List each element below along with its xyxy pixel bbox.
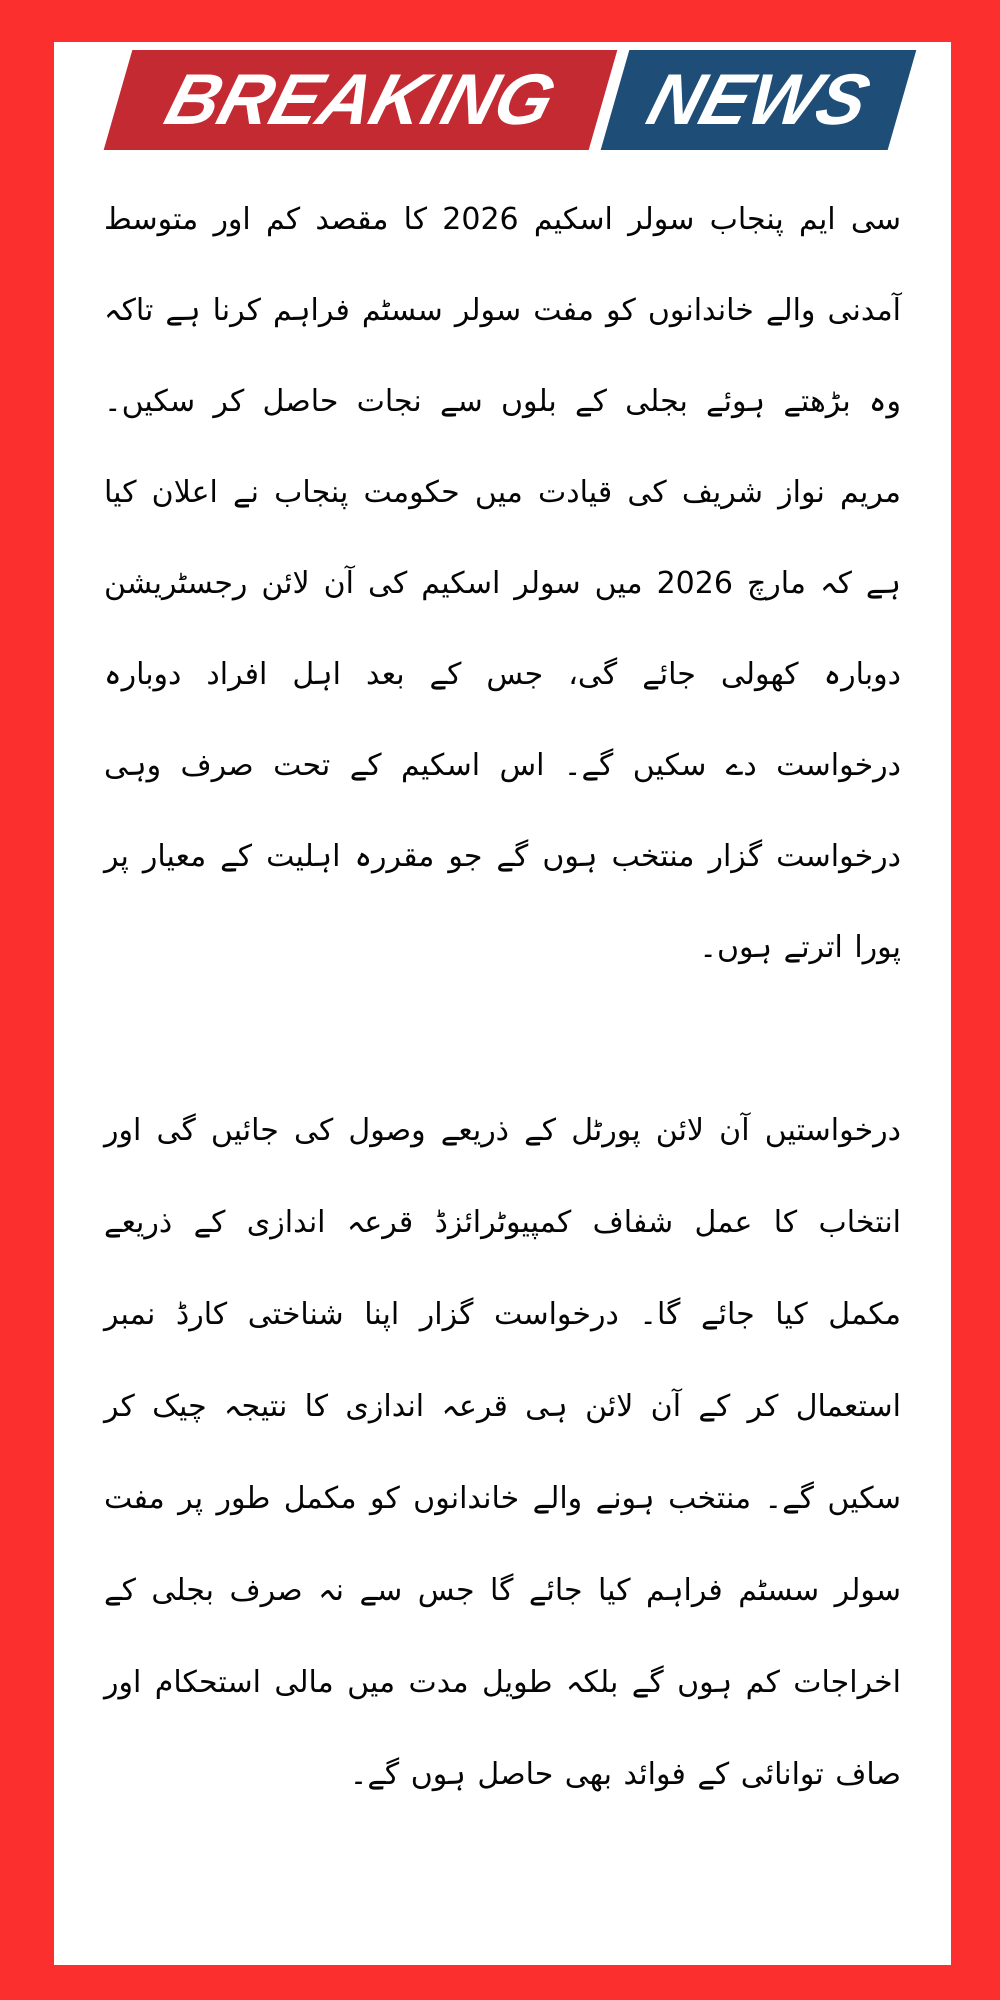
breaking-banner-label: BREAKING (157, 60, 564, 140)
news-card (54, 42, 951, 1965)
article-body (104, 42, 901, 1821)
news-banner-label: NEWS (639, 60, 878, 140)
paragraph-scheme-intro: سی ایم پنجاب سولر اسکیم 2026 کا مقصد کم اور متوسط آمدنی والے خاندانوں کو مفت سولر سسٹم فراہم کرنا ہے تاکہ وہ بڑھتے ہوئے بجلی کے بلوں سے نجات حاصل کر سکیں۔ مریم نواز شریف کی قیادت میں حکومت پنجاب نے اعلان کیا ہے کہ مارچ 2026 میں سولر اسکیم کی آن لائن رجسٹریشن دوبارہ کھولی جائے گی، جس کے بعد اہل افراد دوبارہ درخواست دے سکیں گے۔ اس اسکیم کے تحت صرف وہی درخواست گزار منتخب ہوں گے جو مقررہ اہلیت کے معیار پر پورا اترتے ہوں۔ (104, 202, 902, 965)
paragraph-application-process: درخواستیں آن لائن پورٹل کے ذریعے وصول کی جائیں گی اور انتخاب کا عمل شفاف کمپیوٹرائزڈ قرعہ اندازی کے ذریعے مکمل کیا جائے گا۔ درخواست گزار اپنا شناختی کارڈ نمبر استعمال کر کے آن لائن ہی قرعہ اندازی کا نتیجہ چیک کر سکیں گے۔ منتخب ہونے والے خاندانوں کو مکمل طور پر مفت سولر سسٹم فراہم کیا جائے گا جس سے نہ صرف بجلی کے اخراجات کم ہوں گے بلکہ طویل مدت میں مالی استحکام اور صاف توانائی کے فوائد بھی حاصل ہوں گے۔ (104, 1113, 901, 1792)
